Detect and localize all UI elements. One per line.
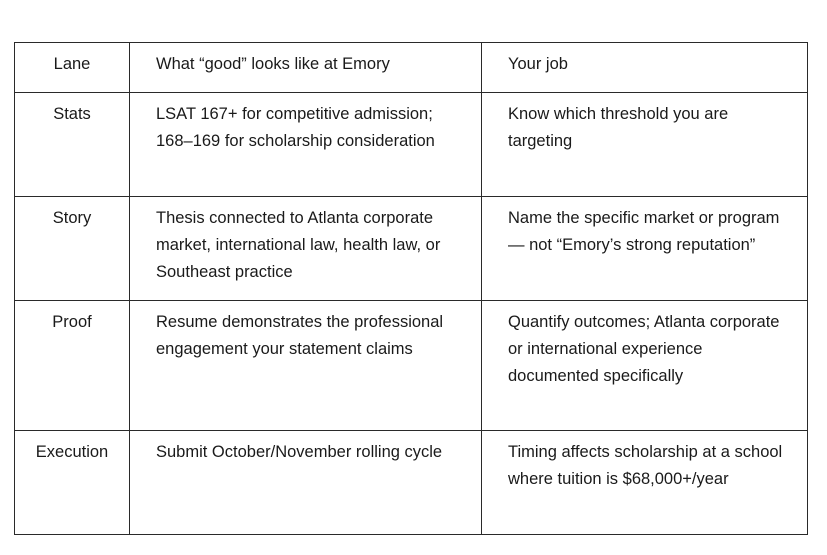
row-job: Name the specific market or program — not “Emory’s strong reputation” (482, 197, 808, 301)
row-good: Thesis connected to Atlanta corporate market, international law, health law, or Southeast practice (130, 197, 482, 301)
table-row (15, 197, 808, 301)
row-lane: Stats (15, 93, 130, 197)
row-good: Resume demonstrates the professional engagement your statement claims (130, 301, 482, 431)
table-row (15, 93, 808, 197)
table-row (15, 431, 808, 535)
row-job: Timing affects scholarship at a school where tuition is $68,000+/year (482, 431, 808, 535)
header-lane: Lane (15, 43, 130, 93)
table-row (15, 301, 808, 431)
header-good: What “good” looks like at Emory (130, 43, 482, 93)
row-lane: Execution (15, 431, 130, 535)
row-lane: Proof (15, 301, 130, 431)
lanes-table (14, 42, 808, 535)
row-job: Know which threshold you are targeting (482, 93, 808, 197)
row-job: Quantify outcomes; Atlanta corporate or international experience documented specifically (482, 301, 808, 431)
table-header-row (15, 43, 808, 93)
row-lane: Story (15, 197, 130, 301)
row-good: Submit October/November rolling cycle (130, 431, 482, 535)
row-good: LSAT 167+ for competitive admission; 168–169 for scholarship consideration (130, 93, 482, 197)
header-job: Your job (482, 43, 808, 93)
